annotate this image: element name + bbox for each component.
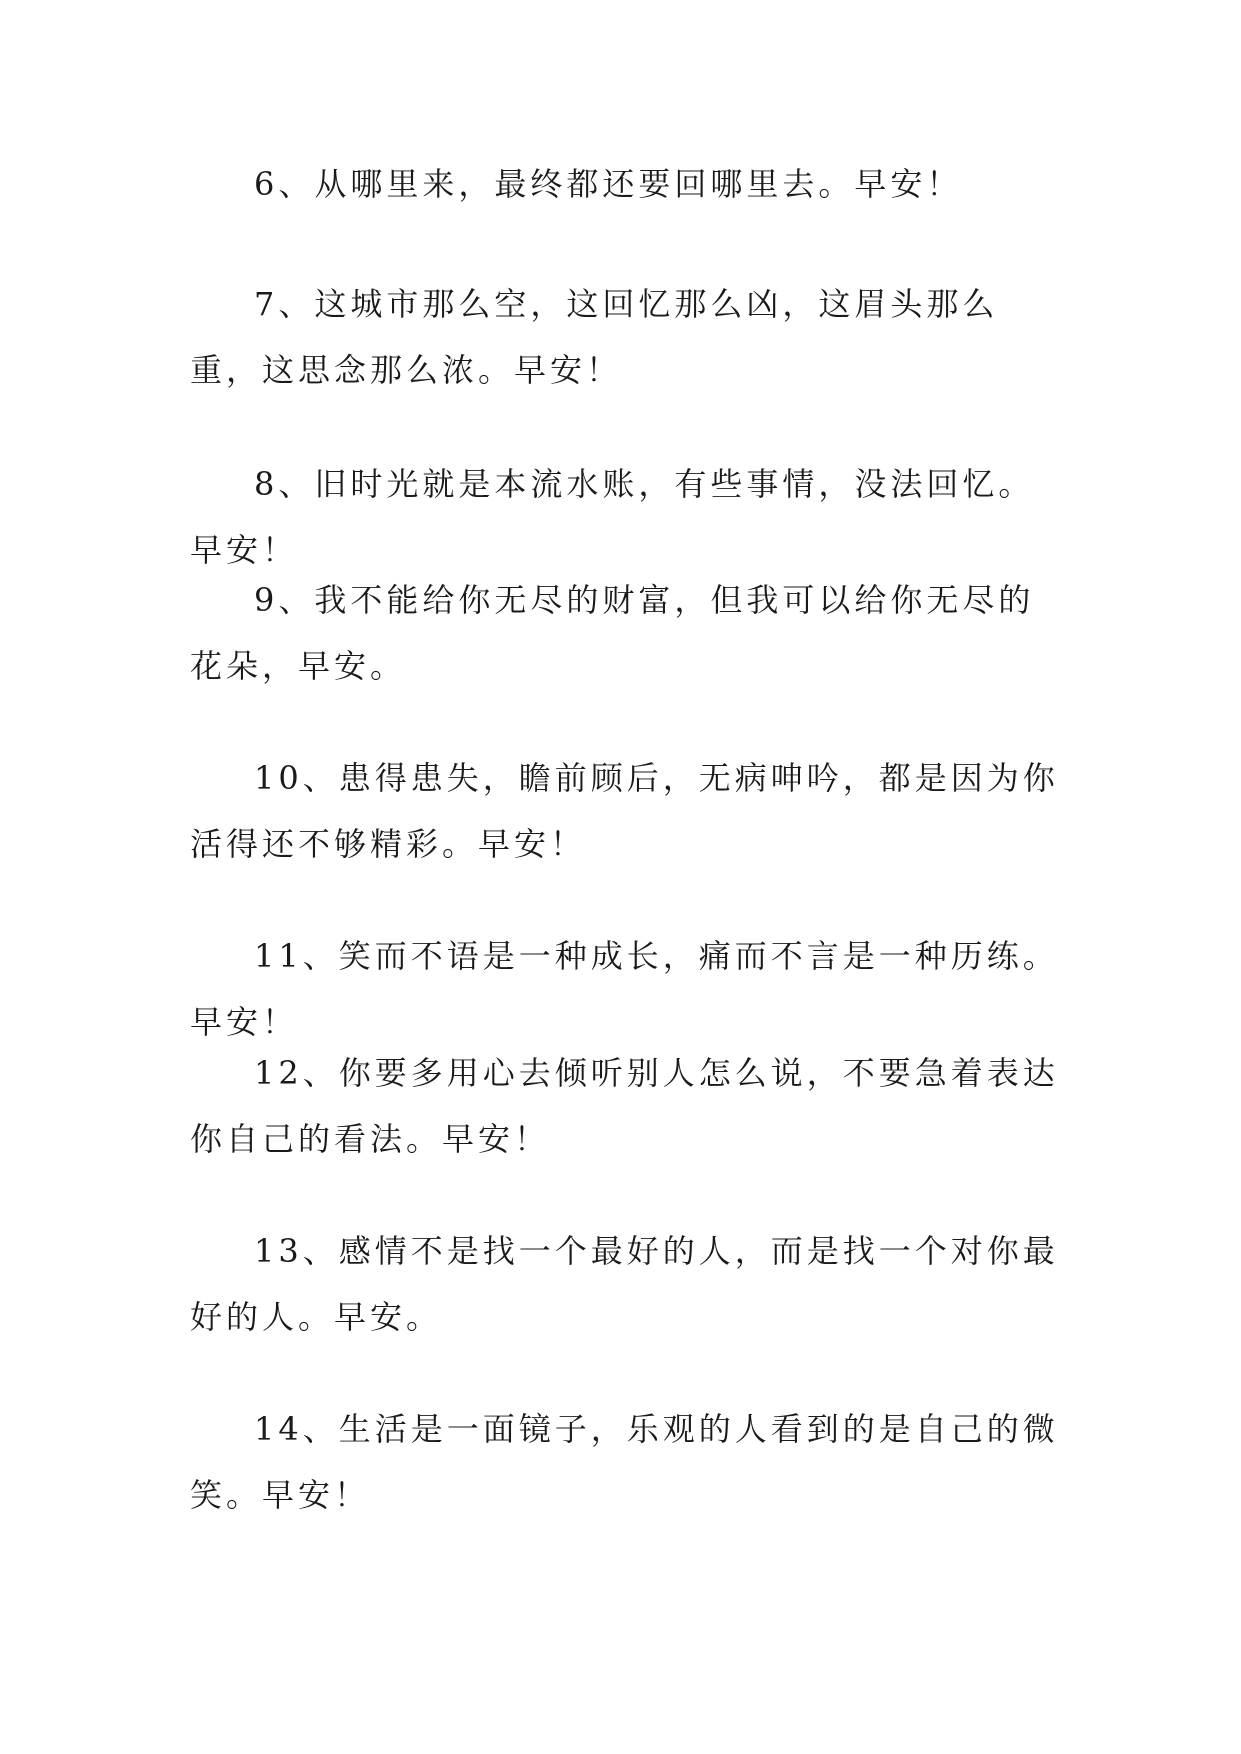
paragraph-11: 11、笑而不语是一种成长，痛而不言是一种历练。早安！ (190, 937, 1059, 1041)
paragraph-7: 7、这城市那么空，这回忆那么凶，这眉头那么重，这思念那么浓。早安！ (190, 285, 999, 389)
paragraph-12: 12、你要多用心去倾听别人怎么说，不要急着表达你自己的看法。早安！ (190, 1054, 1059, 1158)
paragraph-8: 8、旧时光就是本流水账，有些事情，没法回忆。早安！ (190, 465, 1035, 569)
paragraph-9: 9、我不能给你无尽的财富，但我可以给你无尽的花朵，早安。 (190, 581, 1035, 685)
paragraph-14: 14、生活是一面镜子，乐观的人看到的是自己的微笑。早安！ (190, 1410, 1059, 1514)
paragraph-6: 6、从哪里来，最终都还要回哪里去。早安！ (254, 165, 963, 203)
paragraph-10: 10、患得患失，瞻前顾后，无病呻吟，都是因为你活得还不够精彩。早安！ (190, 759, 1059, 863)
paragraph-13: 13、感情不是找一个最好的人，而是找一个对你最好的人。早安。 (190, 1232, 1059, 1336)
